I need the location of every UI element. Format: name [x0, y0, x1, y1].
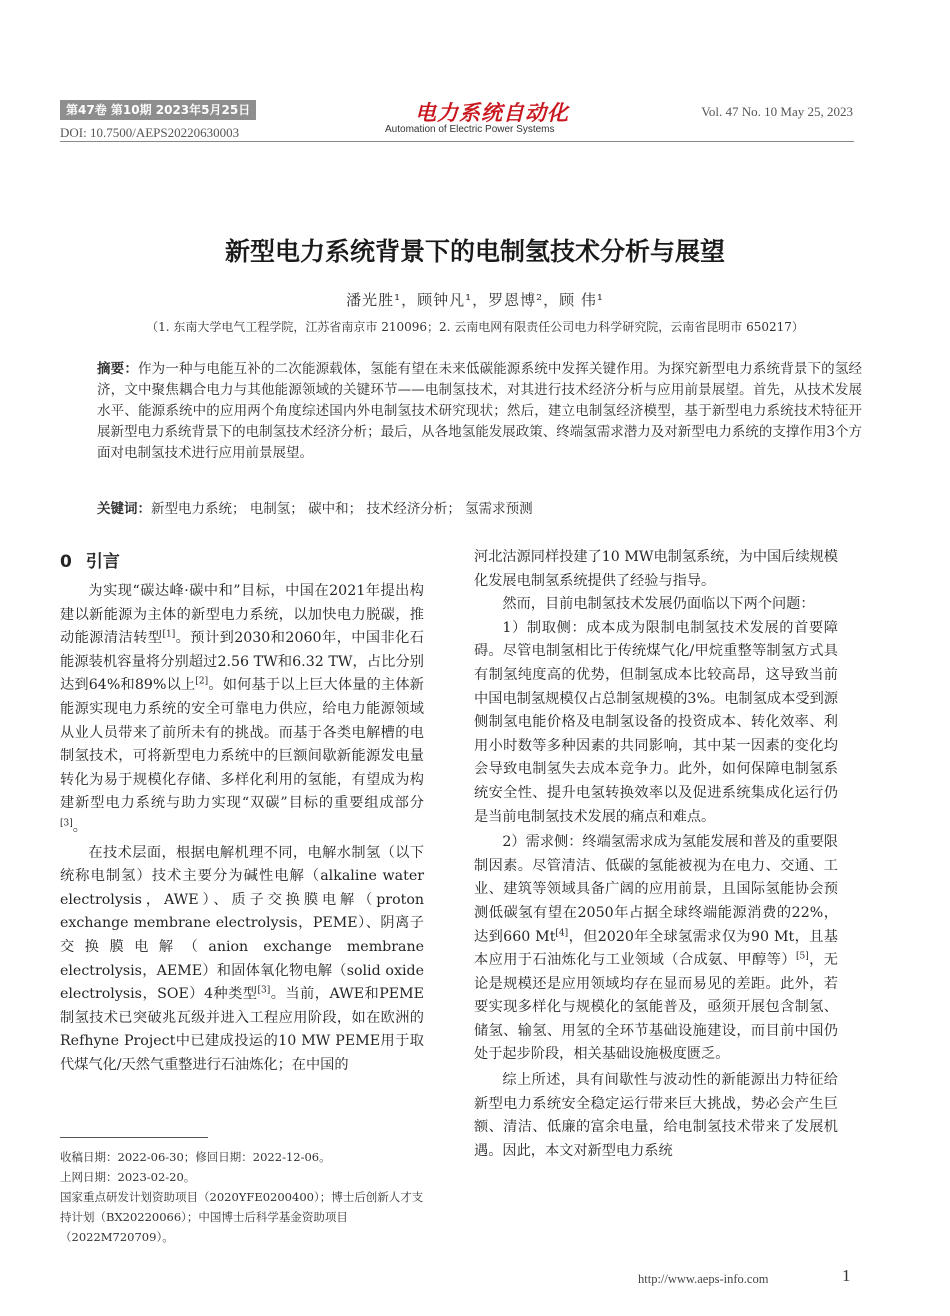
- citation-link[interactable]: [4]: [555, 927, 569, 938]
- text-run: 为实现“碳达峰·碳中和”目标，中国在2021年提出构建以新能源为主体的新型电力系统，以加快电力脱碳，推动能源清洁转型: [60, 583, 424, 647]
- keywords: [97, 499, 862, 520]
- footnote-funding: 国家重点研发计划资助项目（2020YFE0200400）；博士后创新人才支持计划（BX20220066）；中国博士后科学基金资助项目（2022M720709）。: [60, 1190, 424, 1244]
- section-number: 0: [60, 552, 72, 572]
- abstract: [97, 359, 862, 464]
- footnote-online-date: 上网日期：2023-02-20。: [60, 1170, 196, 1184]
- paragraph: 河北沽源同样投建了10 MW电制氢系统，为中国后续规模化发展电制氢系统提供了经验与指导。: [474, 549, 838, 589]
- footnote-dates: 收稿日期：2022-06-30；修回日期：2022-12-06。: [60, 1150, 331, 1164]
- paragraph: [60, 842, 424, 1078]
- citation-link[interactable]: [3]: [60, 818, 73, 829]
- citation-link[interactable]: [2]: [195, 676, 209, 687]
- text-run: ，无论是规模还是应用领域均存在显而易见的差距。此外，若要实现多样化与规模化的氢能普及，亟须开展包含制氢、储氢、输氢、用氢的全环节基础设施建设，而目前中国仍处于起步阶段，相关基础设施极度匮乏。: [474, 952, 838, 1063]
- text-run: 。预计到2030和2060年，中国非化石能源装机容量将分别超过2.56 TW和6.32 TW，占比分别达到64%和89%以上: [60, 630, 424, 694]
- right-column: [474, 546, 838, 1163]
- footnote-divider: [60, 1137, 208, 1138]
- issue-badge: 第47卷 第10期 2023年5月25日: [60, 100, 256, 120]
- text-run: 2）需求侧：终端氢需求成为氢能发展和普及的重要限制因素。尽管清洁、低碳的氢能被视为在电力、交通、工业、建筑等领域具备广阔的应用前景，且国际氢能协会预测低碳氢有望在2050年占据全球终端能源消费的22%，达到660 Mt: [474, 834, 838, 945]
- keywords-text: 新型电力系统； 电制氢； 碳中和； 技术经济分析； 氢需求预测: [151, 501, 533, 517]
- header-divider: [60, 141, 854, 142]
- text-run: ，但2020年全球氢需求仅为90 Mt，且基本应用于石油炼化与工业领域（合成氨、甲醇等）: [474, 928, 838, 969]
- abstract-text: 作为一种与电能互补的二次能源载体，氢能有望在未来低碳能源系统中发挥关键作用。为探究新型电力系统背景下的氢经济，文中聚焦耦合电力与其他能源领域的关键环节——电制氢技术，对其进行技术经济分析与应用前景展望。首先，从技术发展水平、能源系统中的应用两个角度综述国内外电制氢技术研究现状；然后，建立电制氢经济模型，基于新型电力系统技术特征开展新型电力系统背景下的电制氢技术经济分析；最后，从各地氢能发展政策、终端氢需求潜力及对新型电力系统的支撑作用3个方面对电制氢技术进行应用前景展望。: [97, 361, 863, 461]
- keywords-label: 关键词：: [97, 501, 151, 517]
- journal-logo-cn: 电力系统自动化: [415, 100, 569, 125]
- list-item: [474, 831, 838, 1067]
- section-heading: [60, 548, 424, 576]
- volume-info: Vol. 47 No. 10 May 25, 2023: [701, 104, 853, 119]
- text-run: 。当前，AWE和PEME制氢技术已突破兆瓦级并进入工程应用阶段，如在欧洲的Refhyne Project中已建成投运的10 MW PEME用于取代煤气化/天然气重整进行石油炼化；在中国的: [60, 986, 424, 1073]
- journal-name-en: Automation of Electric Power Systems: [385, 124, 555, 135]
- paragraph: 综上所述，具有间歇性与波动性的新能源出力特征给新型电力系统安全稳定运行带来巨大挑战，势必会产生巨额、清洁、低廉的富余电量，给电制氢技术带来了发展机遇。因此，本文对新型电力系统: [474, 1072, 838, 1159]
- citation-link[interactable]: [5]: [795, 951, 809, 962]
- section-title: 引言: [85, 552, 120, 572]
- list-item: 1）制取侧：成本成为限制电制氢技术发展的首要障碍。尽管电制氢相比于传统煤气化/甲烷重整等制氢方式具有制氢纯度高的优势，但制氢成本比较高昂，这导致当前中国电制氢规模仅占总制氢规模的3%。电制氢成本受到源侧制氢电能价格及电制氢设备的投资成本、转化效率、利用小时数等多种因素的共同影响，其中某一因素的变化均会导致电制氢失去成本竞争力。此外，如何保障电制氢系统安全性、提升电氢转换效率以及促进系统集成化运行仍是当前电制氢技术发展的痛点和难点。: [474, 619, 838, 825]
- page-number: 1: [842, 1266, 851, 1285]
- citation-link[interactable]: [3]: [257, 985, 271, 996]
- abstract-label: 摘要：: [97, 361, 138, 377]
- text-run: 在技术层面，根据电解机理不同，电解水制氢（以下统称电制氢）技术主要分为碱性电解（alkaline water electrolysis，AWE）、质子交换膜电解（proton exchange membrane electrolysis，PEME）、阴离子交换膜电解（anion exchange membrane electrolysis，AEME）和固体氧化物电解（solid oxide electrolysis，SOE）4种类型: [60, 844, 424, 1003]
- affiliations: （1. 东南大学电气工程学院，江苏省南京市 210096；2. 云南电网有限责任公司电力科学研究院，云南省昆明市 650217）: [146, 320, 804, 334]
- footer-url-link[interactable]: http://www.aeps-info.com: [638, 1272, 769, 1286]
- citation-link[interactable]: [1]: [162, 629, 176, 640]
- paper-title: 新型电力系统背景下的电制氢技术分析与展望: [224, 237, 725, 266]
- author-list: 潘光胜¹，顾钟凡¹，罗恩博²，顾 伟¹: [346, 291, 604, 309]
- footnote: [60, 1147, 424, 1247]
- text-run: 。如何基于以上巨大体量的主体新能源实现电力系统的安全可靠电力供应，给电力能源领域从业人员带来了前所未有的挑战。而基于各类电解槽的电制氢技术，可将新型电力系统中的巨额间歇新能源发电量转化为易于规模化存储、多样化利用的氢能，有望成为构建新型电力系统与助力实现“双碳”目标的重要组成部分: [60, 677, 424, 812]
- left-column: [60, 548, 424, 1077]
- paragraph: 然而，目前电制氢技术发展仍面临以下两个问题：: [502, 596, 815, 613]
- paragraph: [60, 580, 424, 840]
- doi-text: DOI: 10.7500/AEPS20220630003: [60, 125, 240, 140]
- text-run: 。: [72, 818, 87, 835]
